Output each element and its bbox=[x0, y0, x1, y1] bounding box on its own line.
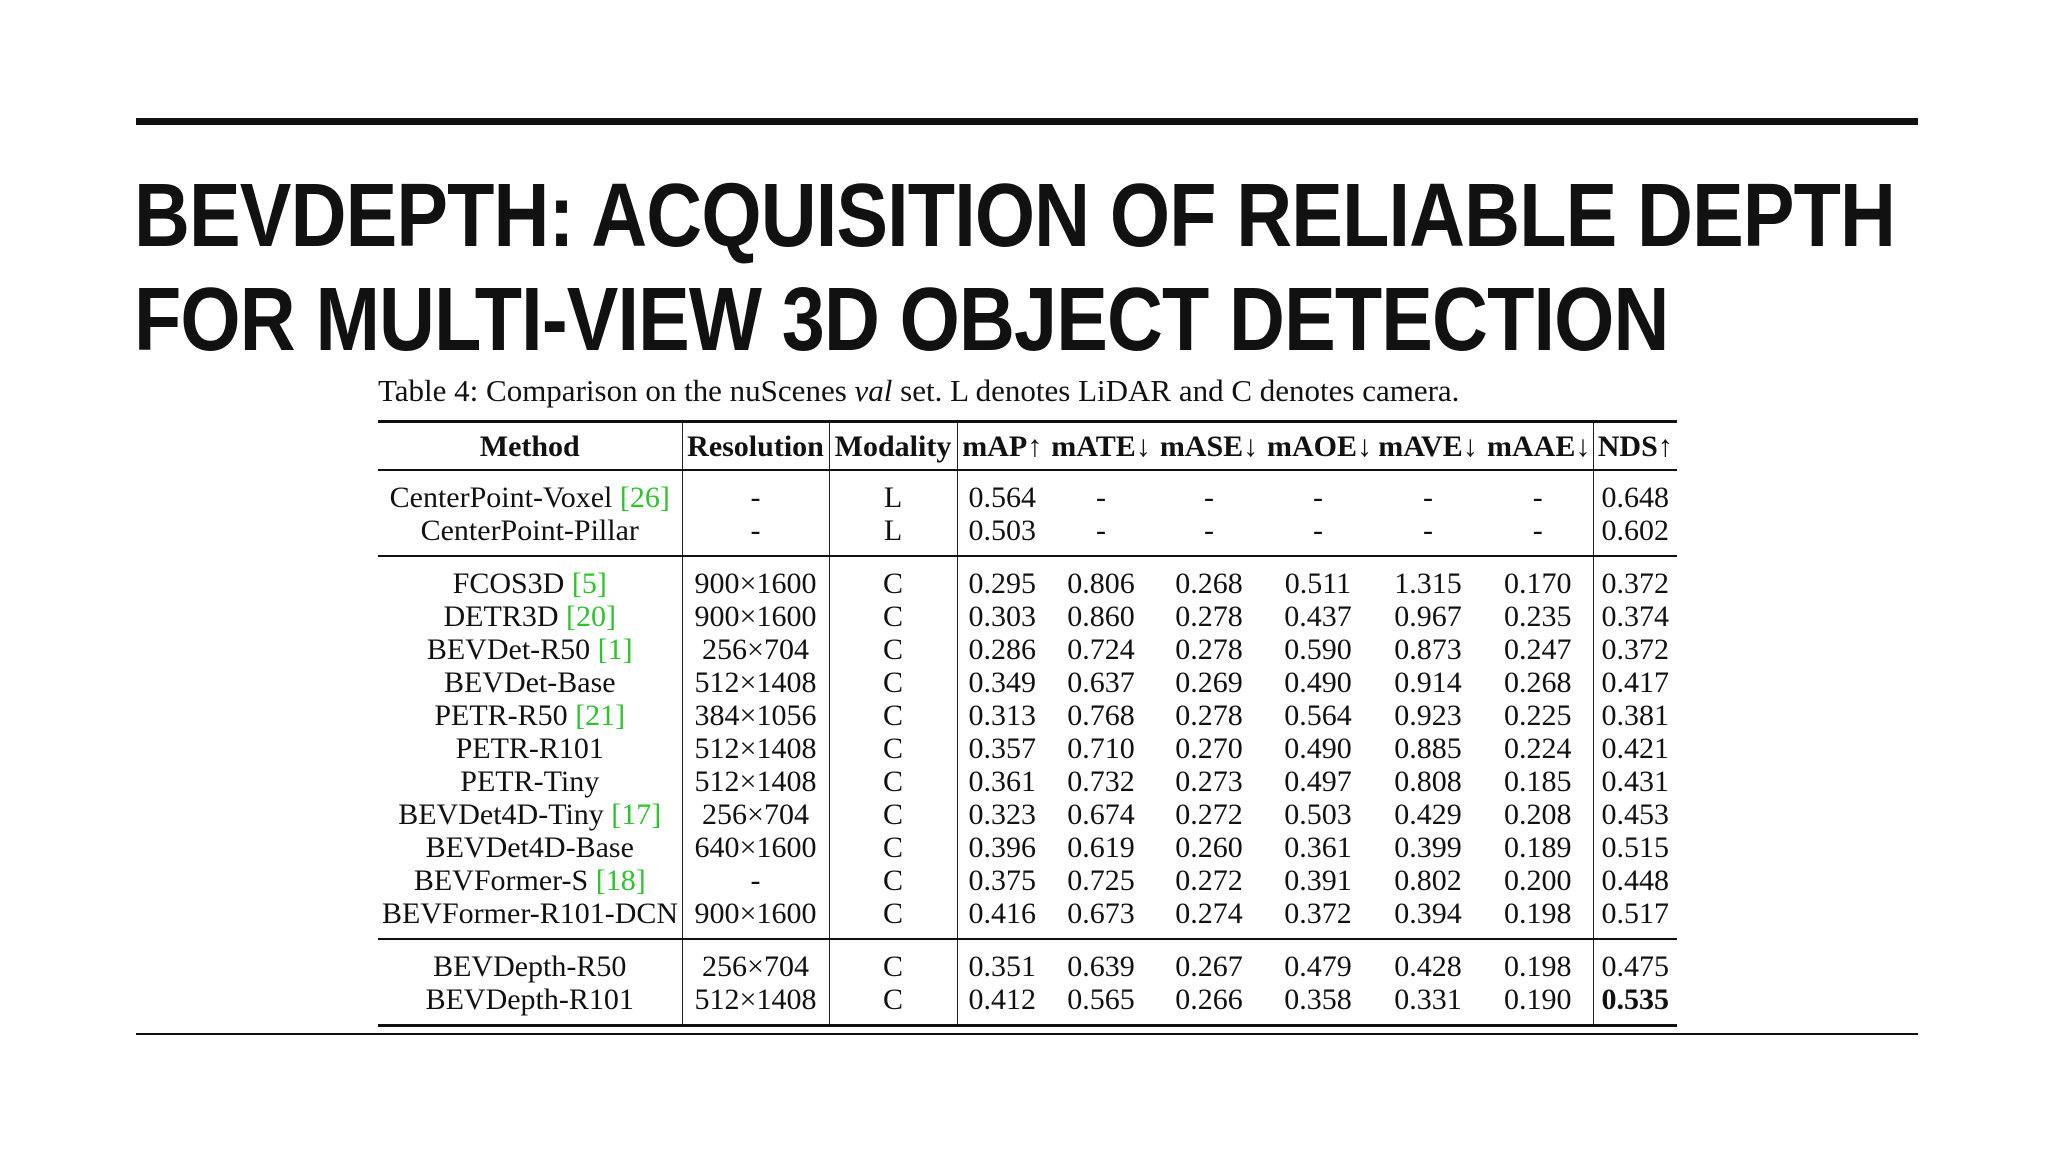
table-row bbox=[378, 600, 1677, 633]
map-cell: 0.313 bbox=[957, 699, 1047, 732]
resolution-cell: - bbox=[682, 864, 829, 897]
table-group bbox=[378, 556, 1677, 939]
table-row bbox=[378, 633, 1677, 666]
mase-cell: 0.274 bbox=[1175, 897, 1243, 930]
maae-cell: 0.247 bbox=[1504, 633, 1572, 666]
modality-cell: C bbox=[829, 983, 957, 1026]
mase-cell: 0.268 bbox=[1175, 567, 1243, 600]
citation-link[interactable]: [1] bbox=[597, 633, 633, 666]
mave-cell: 0.394 bbox=[1394, 897, 1462, 930]
citation-link[interactable]: [5] bbox=[571, 567, 607, 600]
table-row bbox=[378, 666, 1677, 699]
method-cell bbox=[378, 600, 682, 633]
maae-cell: - bbox=[1532, 481, 1543, 514]
resolution-cell: - bbox=[682, 514, 829, 556]
map-cell: 0.396 bbox=[957, 831, 1047, 864]
method-name: BEVDepth-R101 bbox=[425, 983, 634, 1016]
maae-cell: 0.198 bbox=[1504, 897, 1572, 930]
nds-cell: 0.372 bbox=[1593, 633, 1677, 666]
table-row bbox=[378, 983, 1677, 1026]
map-cell: 0.351 bbox=[957, 939, 1047, 983]
maoe-cell: 0.391 bbox=[1284, 864, 1352, 897]
method-name: DETR3D bbox=[443, 600, 566, 633]
resolution-cell: 900×1600 bbox=[682, 897, 829, 939]
mase-cell: 0.269 bbox=[1175, 666, 1243, 699]
top-rule bbox=[136, 118, 1918, 125]
mate-cell: 0.732 bbox=[1067, 765, 1135, 798]
map-cell: 0.357 bbox=[957, 732, 1047, 765]
mate-cell: - bbox=[1096, 514, 1106, 547]
method-cell bbox=[378, 983, 682, 1026]
method-cell bbox=[378, 864, 682, 897]
map-cell: 0.412 bbox=[957, 983, 1047, 1026]
resolution-cell: 256×704 bbox=[682, 939, 829, 983]
resolution-cell: 900×1600 bbox=[682, 600, 829, 633]
method-name: BEVDet4D-Tiny bbox=[398, 798, 612, 831]
mate-cell: - bbox=[1096, 481, 1106, 514]
map-cell: 0.349 bbox=[957, 666, 1047, 699]
mate-cell: 0.860 bbox=[1067, 600, 1135, 633]
mate-cell: 0.639 bbox=[1067, 950, 1135, 983]
nds-cell: 0.431 bbox=[1593, 765, 1677, 798]
table-row bbox=[378, 831, 1677, 864]
table-row bbox=[378, 765, 1677, 798]
mase-cell: 0.270 bbox=[1175, 732, 1243, 765]
modality-cell: L bbox=[829, 470, 957, 514]
table-group bbox=[378, 470, 1677, 556]
maoe-cell: 0.511 bbox=[1284, 567, 1352, 600]
caption-prefix: Table 4: Comparison on the nuScenes bbox=[378, 373, 855, 408]
resolution-cell: 384×1056 bbox=[682, 699, 829, 732]
mase-cell: 0.272 bbox=[1175, 798, 1243, 831]
method-name: BEVFormer-S bbox=[413, 864, 596, 897]
table-header-row bbox=[378, 422, 1677, 471]
nds-cell: 0.421 bbox=[1593, 732, 1677, 765]
mate-cell: 0.674 bbox=[1067, 798, 1135, 831]
maoe-cell: 0.490 bbox=[1284, 732, 1352, 765]
column-header: Resolution bbox=[682, 422, 829, 471]
mase-cell: - bbox=[1204, 481, 1214, 514]
modality-cell: C bbox=[829, 939, 957, 983]
modality-cell: C bbox=[829, 831, 957, 864]
mate-cell: 0.619 bbox=[1067, 831, 1135, 864]
method-cell bbox=[378, 831, 682, 864]
modality-cell: C bbox=[829, 732, 957, 765]
maae-cell: 0.198 bbox=[1504, 950, 1572, 983]
maoe-cell: 0.497 bbox=[1284, 765, 1352, 798]
mave-cell: - bbox=[1423, 514, 1433, 547]
nds-cell: 0.648 bbox=[1593, 470, 1677, 514]
maae-cell: 0.185 bbox=[1504, 765, 1572, 798]
citation-link[interactable]: [26] bbox=[619, 481, 670, 514]
caption-italic: val bbox=[854, 373, 893, 408]
mave-cell: 0.331 bbox=[1394, 983, 1462, 1016]
modality-cell: C bbox=[829, 699, 957, 732]
mave-cell: 0.802 bbox=[1394, 864, 1462, 897]
maoe-cell: 0.503 bbox=[1284, 798, 1352, 831]
mate-cell: 0.725 bbox=[1067, 864, 1135, 897]
table-row bbox=[378, 897, 1677, 939]
mave-cell: 1.315 bbox=[1394, 567, 1462, 600]
modality-cell: C bbox=[829, 798, 957, 831]
column-header: Method bbox=[479, 429, 580, 463]
resolution-cell: - bbox=[682, 470, 829, 514]
maae-cell: - bbox=[1532, 514, 1543, 547]
table-row bbox=[378, 732, 1677, 765]
method-name: BEVDet-Base bbox=[443, 666, 616, 699]
maae-cell: 0.208 bbox=[1504, 798, 1572, 831]
citation-link[interactable]: [20] bbox=[566, 600, 616, 633]
nds-cell: 0.381 bbox=[1593, 699, 1677, 732]
method-cell bbox=[378, 798, 682, 831]
table-row bbox=[378, 514, 1677, 556]
mate-cell: 0.710 bbox=[1067, 732, 1135, 765]
method-name: BEVDet-R50 bbox=[426, 633, 598, 666]
map-cell: 0.375 bbox=[957, 864, 1047, 897]
maoe-cell: 0.590 bbox=[1284, 633, 1352, 666]
nds-cell: 0.417 bbox=[1593, 666, 1677, 699]
method-name: FCOS3D bbox=[452, 567, 572, 600]
modality-cell: C bbox=[829, 765, 957, 798]
slide-title-line-1: BEVDEPTH: ACQUISITION OF RELIABLE DEPTH bbox=[134, 166, 1896, 266]
mase-cell: 0.273 bbox=[1175, 765, 1243, 798]
resolution-cell: 900×1600 bbox=[682, 556, 829, 600]
modality-cell: C bbox=[829, 864, 957, 897]
column-header: mAAE↓ bbox=[1487, 429, 1591, 463]
map-cell: 0.303 bbox=[957, 600, 1047, 633]
nds-cell: 0.515 bbox=[1593, 831, 1677, 864]
modality-cell: C bbox=[829, 633, 957, 666]
method-name: PETR-Tiny bbox=[460, 765, 600, 798]
mate-cell: 0.768 bbox=[1067, 699, 1135, 732]
table-row bbox=[378, 556, 1677, 600]
table-group bbox=[378, 939, 1677, 1026]
map-cell: 0.564 bbox=[957, 470, 1047, 514]
column-header: Modality bbox=[829, 422, 957, 471]
method-name: BEVDet4D-Base bbox=[425, 831, 634, 864]
column-header: NDS↑ bbox=[1593, 422, 1677, 471]
table-caption bbox=[378, 372, 1678, 410]
map-cell: 0.286 bbox=[957, 633, 1047, 666]
mave-cell: 0.429 bbox=[1394, 798, 1462, 831]
table-row bbox=[378, 939, 1677, 983]
maoe-cell: 0.479 bbox=[1284, 950, 1352, 983]
modality-cell: C bbox=[829, 556, 957, 600]
modality-cell: C bbox=[829, 897, 957, 939]
mave-cell: 0.399 bbox=[1394, 831, 1462, 864]
maae-cell: 0.189 bbox=[1504, 831, 1572, 864]
mate-cell: 0.806 bbox=[1067, 567, 1135, 600]
method-cell bbox=[378, 666, 682, 699]
method-cell bbox=[378, 939, 682, 983]
mave-cell: 0.923 bbox=[1394, 699, 1462, 732]
results-table bbox=[378, 420, 1677, 1027]
mate-cell: 0.565 bbox=[1067, 983, 1135, 1016]
column-header: mAVE↓ bbox=[1378, 429, 1478, 463]
method-name: PETR-R101 bbox=[455, 732, 604, 765]
method-cell bbox=[378, 699, 682, 732]
mate-cell: 0.673 bbox=[1067, 897, 1135, 930]
column-header: mAP↑ bbox=[957, 422, 1047, 471]
maae-cell: 0.225 bbox=[1504, 699, 1572, 732]
nds-cell: 0.372 bbox=[1593, 556, 1677, 600]
resolution-cell: 512×1408 bbox=[682, 732, 829, 765]
resolution-cell: 512×1408 bbox=[682, 983, 829, 1026]
maoe-cell: 0.490 bbox=[1284, 666, 1352, 699]
mate-cell: 0.637 bbox=[1067, 666, 1135, 699]
mase-cell: 0.266 bbox=[1175, 983, 1243, 1016]
resolution-cell: 512×1408 bbox=[682, 666, 829, 699]
mase-cell: 0.267 bbox=[1175, 950, 1243, 983]
modality-cell: C bbox=[829, 666, 957, 699]
maae-cell: 0.190 bbox=[1504, 983, 1572, 1016]
bottom-rule bbox=[136, 1033, 1918, 1035]
maoe-cell: 0.361 bbox=[1284, 831, 1352, 864]
maae-cell: 0.170 bbox=[1504, 567, 1572, 600]
method-name: BEVDepth-R50 bbox=[433, 950, 627, 983]
map-cell: 0.503 bbox=[957, 514, 1047, 556]
method-name: CenterPoint-Pillar bbox=[420, 514, 639, 547]
mase-cell: 0.278 bbox=[1175, 633, 1243, 666]
method-cell bbox=[378, 514, 682, 556]
method-cell bbox=[378, 470, 682, 514]
mave-cell: 0.914 bbox=[1394, 666, 1462, 699]
mave-cell: 0.967 bbox=[1394, 600, 1462, 633]
table-row bbox=[378, 470, 1677, 514]
map-cell: 0.416 bbox=[957, 897, 1047, 939]
nds-cell: 0.374 bbox=[1593, 600, 1677, 633]
method-cell bbox=[378, 732, 682, 765]
nds-cell: 0.602 bbox=[1593, 514, 1677, 556]
method-name: BEVFormer-R101-DCN bbox=[382, 897, 679, 930]
method-cell bbox=[378, 633, 682, 666]
resolution-cell: 512×1408 bbox=[682, 765, 829, 798]
column-header: mASE↓ bbox=[1159, 429, 1259, 463]
citation-link[interactable]: [18] bbox=[595, 864, 646, 897]
maae-cell: 0.224 bbox=[1504, 732, 1572, 765]
nds-cell: 0.517 bbox=[1593, 897, 1677, 939]
mave-cell: 0.808 bbox=[1394, 765, 1462, 798]
maoe-cell: 0.437 bbox=[1284, 600, 1352, 633]
method-cell bbox=[378, 556, 682, 600]
method-cell bbox=[378, 897, 682, 939]
modality-cell: C bbox=[829, 600, 957, 633]
column-header: mATE↓ bbox=[1051, 429, 1151, 463]
maae-cell: 0.200 bbox=[1504, 864, 1572, 897]
mase-cell: 0.278 bbox=[1175, 600, 1243, 633]
mave-cell: 0.885 bbox=[1394, 732, 1462, 765]
method-name: PETR-R50 bbox=[434, 699, 576, 732]
maoe-cell: - bbox=[1313, 481, 1323, 514]
column-header: mAOE↓ bbox=[1267, 429, 1372, 463]
resolution-cell: 640×1600 bbox=[682, 831, 829, 864]
mase-cell: 0.272 bbox=[1175, 864, 1243, 897]
maoe-cell: 0.358 bbox=[1284, 983, 1352, 1016]
table-row bbox=[378, 864, 1677, 897]
nds-cell: 0.535 bbox=[1593, 983, 1677, 1026]
maae-cell: 0.235 bbox=[1504, 600, 1572, 633]
table-row bbox=[378, 699, 1677, 732]
nds-cell: 0.475 bbox=[1593, 939, 1677, 983]
method-cell bbox=[378, 765, 682, 798]
citation-link[interactable]: [17] bbox=[611, 798, 662, 831]
resolution-cell: 256×704 bbox=[682, 798, 829, 831]
mase-cell: - bbox=[1204, 514, 1214, 547]
modality-cell: L bbox=[829, 514, 957, 556]
maoe-cell: 0.372 bbox=[1284, 897, 1352, 930]
mave-cell: 0.873 bbox=[1394, 633, 1462, 666]
mase-cell: 0.278 bbox=[1175, 699, 1243, 732]
maoe-cell: 0.564 bbox=[1284, 699, 1352, 732]
table-row bbox=[378, 798, 1677, 831]
mate-cell: 0.724 bbox=[1067, 633, 1135, 666]
caption-suffix: set. L denotes LiDAR and C denotes camera. bbox=[892, 373, 1460, 408]
maoe-cell: - bbox=[1313, 514, 1323, 547]
map-cell: 0.361 bbox=[957, 765, 1047, 798]
mase-cell: 0.260 bbox=[1175, 831, 1243, 864]
maae-cell: 0.268 bbox=[1504, 666, 1572, 699]
slide-title-line-2: FOR MULTI-VIEW 3D OBJECT DETECTION bbox=[134, 270, 1669, 370]
mave-cell: 0.428 bbox=[1394, 950, 1462, 983]
nds-cell: 0.448 bbox=[1593, 864, 1677, 897]
method-name: CenterPoint-Voxel bbox=[389, 481, 620, 514]
citation-link[interactable]: [21] bbox=[575, 699, 626, 732]
resolution-cell: 256×704 bbox=[682, 633, 829, 666]
map-cell: 0.295 bbox=[957, 556, 1047, 600]
nds-cell: 0.453 bbox=[1593, 798, 1677, 831]
map-cell: 0.323 bbox=[957, 798, 1047, 831]
slide-title bbox=[134, 164, 1896, 372]
mave-cell: - bbox=[1423, 481, 1433, 514]
